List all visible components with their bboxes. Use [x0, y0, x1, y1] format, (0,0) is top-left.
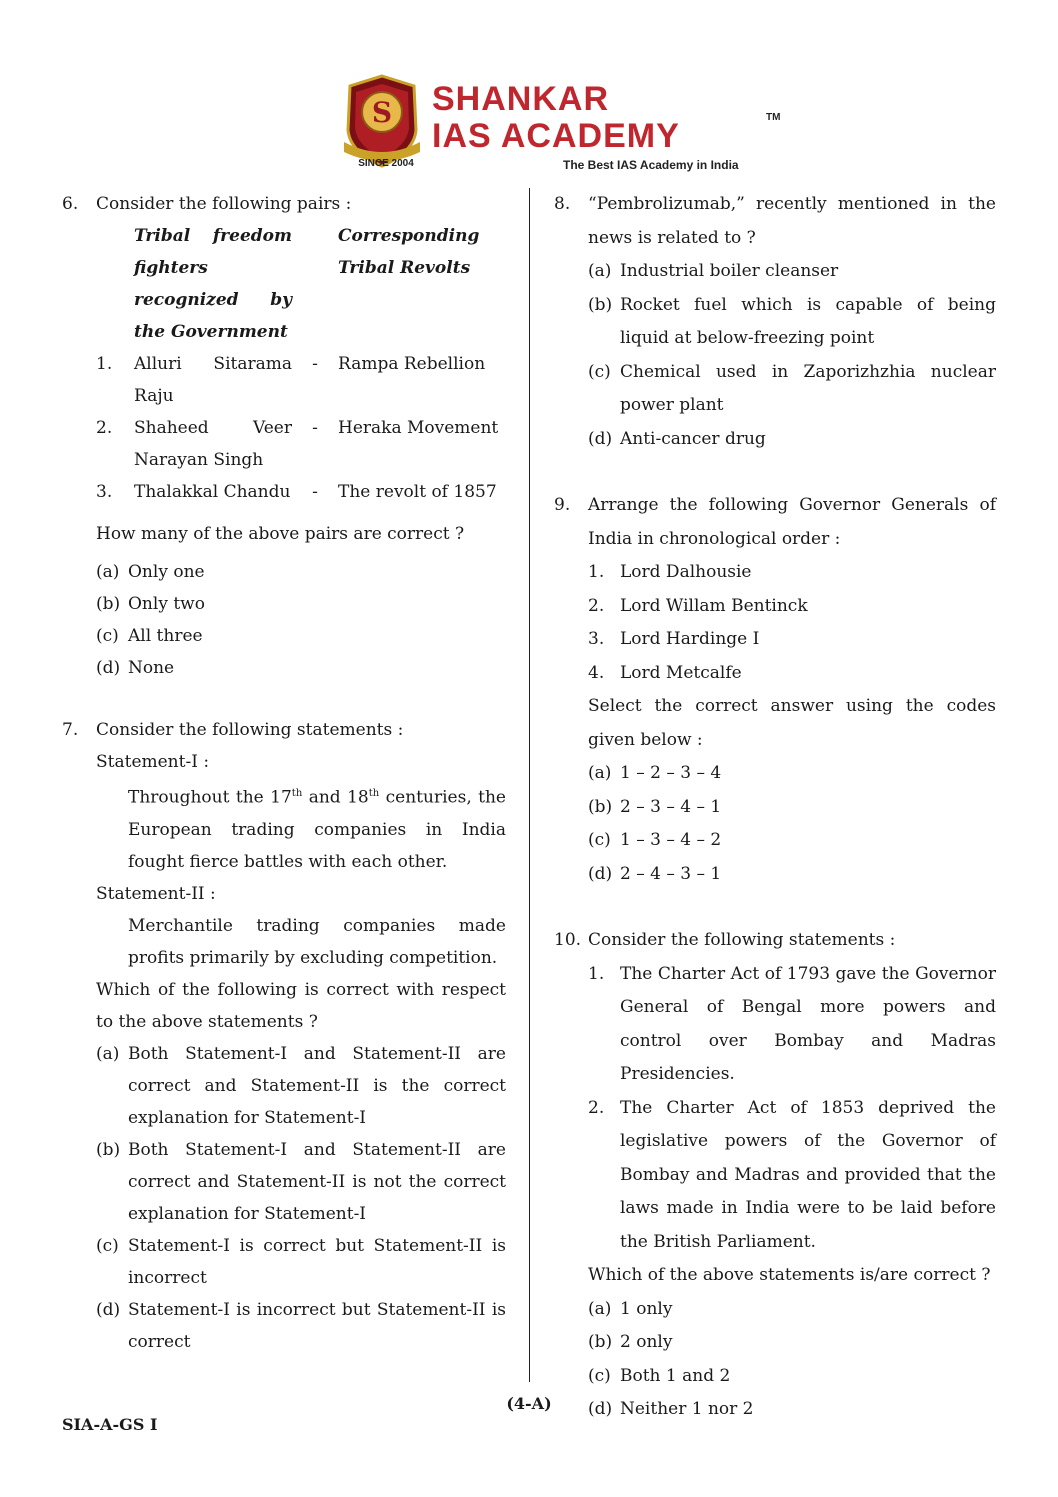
svg-text:S: S [371, 96, 393, 129]
col2-header: Corresponding Tribal Revolts [338, 226, 480, 278]
question-text: Consider the following pairs : [96, 194, 352, 214]
statement-2-text: Merchantile trading companies made profits primarily by excluding competition. [128, 915, 506, 968]
option-a[interactable] [554, 1293, 996, 1327]
option-label: (c) [96, 1235, 119, 1256]
pair-name: Alluri Sitarama Raju [134, 354, 292, 406]
pair-revolt: Heraka Movement [338, 418, 499, 438]
option-a[interactable] [554, 255, 996, 289]
option-label: (c) [588, 830, 611, 850]
question-number: 10. [554, 930, 582, 950]
question-prompt: Which of the following is correct with respect to the above statements ? [96, 979, 506, 1032]
question-text: Consider the following statements : [588, 930, 896, 950]
option-text: Anti-cancer drug [620, 428, 766, 449]
option-label: (a) [588, 1298, 612, 1319]
option-c[interactable] [62, 1230, 506, 1294]
paper-code: SIA-A-GS I [62, 1415, 158, 1434]
list-item: 2. The Charter Act of 1853 deprived the legislative powers of the Governor of Bombay and Madras and provided that the laws made in India were to be laid before the British Parliament. [588, 1097, 996, 1252]
brand-name-line1: SHANKAR [432, 80, 609, 118]
list-item: 1. Lord Dalhousie [588, 562, 752, 582]
option-b[interactable] [62, 588, 506, 620]
statement-2-label: Statement-II : [96, 883, 216, 904]
statement-1-text: Throughout the 17th and 18th centuries, the European trading companies in India fought fierce battles with each other. [128, 787, 506, 872]
question-7 [62, 714, 506, 1358]
option-label: (d) [96, 658, 121, 678]
option-d[interactable] [554, 423, 996, 457]
option-label: (b) [588, 796, 613, 817]
option-b[interactable] [554, 791, 996, 825]
pair-row [96, 412, 506, 476]
option-text: Chemical used in Zaporizhzhia nuclear power plant [620, 361, 996, 415]
option-text: Both Statement-I and Statement-II are correct and Statement-II is the correct explanation for Statement-I [128, 1043, 506, 1128]
option-text: Both 1 and 2 [620, 1365, 731, 1386]
option-label: (c) [588, 361, 611, 382]
list-item: 1. The Charter Act of 1793 gave the Governor General of Bengal more powers and control over Bombay and Madras Presidencies. [588, 963, 996, 1084]
question-text: Consider the following statements : [96, 720, 404, 740]
option-a[interactable] [62, 556, 506, 588]
question-number: 7. [62, 720, 79, 740]
pair-name: Shaheed Veer Narayan Singh [134, 418, 292, 470]
pair-number: 2. [96, 418, 113, 438]
question-prompt: How many of the above pairs are correct ? [96, 524, 465, 544]
brand-name-line2: IAS ACADEMY [432, 117, 680, 155]
option-label: (d) [588, 863, 613, 884]
pair-dash: - [312, 482, 318, 502]
question-8 [554, 188, 996, 456]
option-d[interactable] [554, 858, 996, 892]
question-number: 9. [554, 495, 571, 515]
option-label: (b) [96, 1139, 121, 1160]
pair-revolt: The revolt of 1857 [338, 482, 497, 502]
option-label: (d) [96, 1299, 121, 1320]
question-10 [554, 924, 996, 1427]
option-c[interactable] [554, 824, 996, 858]
pair-number: 1. [96, 354, 113, 374]
option-label: (b) [96, 594, 121, 614]
option-d[interactable] [62, 1294, 506, 1358]
pairs-table [96, 220, 506, 508]
question-prompt: Select the correct answer using the codes given below : [588, 696, 996, 750]
option-label: (b) [588, 1332, 613, 1352]
pair-row [96, 476, 506, 508]
option-c[interactable] [62, 620, 506, 652]
page-number: (4-A) [506, 1394, 552, 1413]
question-number: 6. [62, 194, 79, 214]
option-label: (c) [96, 626, 119, 646]
question-prompt: Which of the above statements is/are correct ? [588, 1265, 991, 1285]
option-text: Statement-I is correct but Statement-II is incorrect [128, 1235, 506, 1288]
pair-revolt: Rampa Rebellion [338, 354, 486, 374]
option-c[interactable] [554, 1360, 996, 1394]
option-text: Industrial boiler cleanser [620, 261, 839, 281]
option-c[interactable] [554, 356, 996, 423]
pairs-header-row [96, 220, 506, 348]
pair-name: Thalakkal Chandu [134, 482, 291, 502]
question-number: 8. [554, 194, 571, 214]
option-label: (a) [588, 763, 612, 783]
option-label: (b) [588, 294, 613, 315]
option-text: 1 only [620, 1298, 673, 1319]
option-a[interactable] [554, 757, 996, 791]
option-label: (a) [588, 261, 612, 281]
pair-dash: - [312, 418, 318, 438]
question-text: Arrange the following Governor Generals of India in chronological order : [588, 495, 996, 549]
option-text: 1 – 3 – 4 – 2 [620, 830, 722, 850]
statement-1-label: Statement-I : [96, 752, 210, 772]
option-text: None [128, 658, 175, 678]
right-column [554, 188, 996, 1427]
option-label: (d) [588, 428, 613, 449]
since-label: SINCE 2004 [358, 158, 414, 169]
option-label: (a) [96, 562, 120, 582]
academy-logo [336, 72, 786, 172]
list-item: 4. Lord Metcalfe [588, 662, 742, 683]
option-label: (c) [588, 1365, 611, 1386]
question-text: “Pembrolizumab,” recently mentioned in the news is related to ? [588, 194, 996, 248]
option-label: (a) [96, 1043, 120, 1064]
option-text: Only two [128, 594, 205, 614]
question-9 [554, 489, 996, 891]
pair-dash: - [312, 354, 318, 374]
list-item: 2. Lord Willam Bentinck [588, 595, 808, 616]
pair-row [96, 348, 506, 412]
question-6 [62, 188, 506, 684]
option-text: All three [128, 626, 203, 646]
col1-header: Tribal freedom fighters recognized by the Government [134, 226, 292, 342]
option-text: Neither 1 nor 2 [620, 1399, 754, 1419]
option-text: Both Statement-I and Statement-II are correct and Statement-II is not the correct explanation for Statement-I [128, 1139, 506, 1224]
option-label: (d) [588, 1399, 613, 1419]
pair-number: 3. [96, 482, 113, 502]
option-text: 2 – 4 – 3 – 1 [620, 863, 722, 884]
column-divider [529, 188, 530, 1382]
option-text: 2 only [620, 1332, 673, 1352]
left-column [62, 188, 506, 1358]
option-b[interactable] [554, 289, 996, 356]
option-text: Rocket fuel which is capable of being liquid at below-freezing point [620, 294, 996, 348]
list-item: 3. Lord Hardinge I [588, 629, 760, 649]
option-a[interactable] [62, 1038, 506, 1134]
tagline: The Best IAS Academy in India [563, 158, 739, 172]
option-d[interactable] [62, 652, 506, 684]
academy-emblem-icon [336, 72, 428, 170]
option-text: 1 – 2 – 3 – 4 [620, 763, 722, 783]
option-text: Only one [128, 562, 205, 582]
option-text: 2 – 3 – 4 – 1 [620, 796, 722, 817]
option-b[interactable] [62, 1134, 506, 1230]
trademark-mark: TM [766, 112, 781, 123]
option-b[interactable] [554, 1326, 996, 1360]
option-text: Statement-I is incorrect but Statement-II is correct [128, 1299, 506, 1352]
